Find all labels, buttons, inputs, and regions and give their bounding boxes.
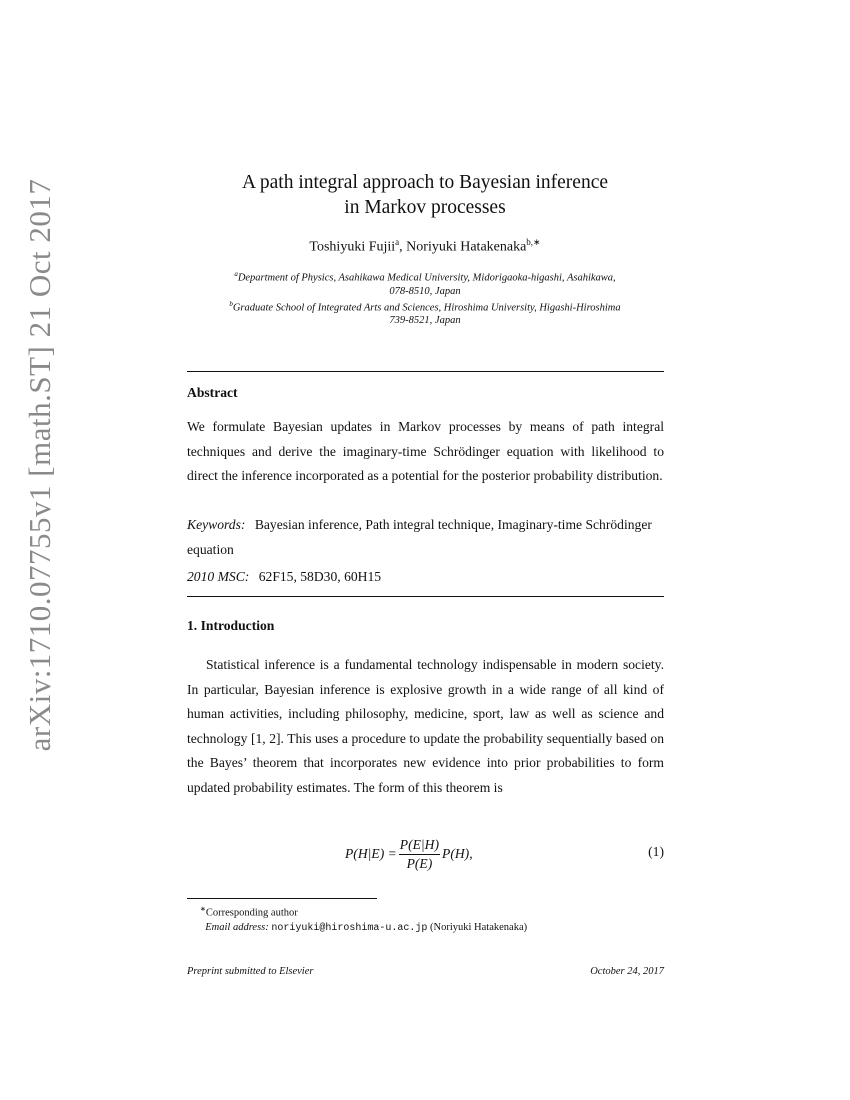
section-heading-introduction: 1. Introduction	[187, 618, 275, 633]
msc-label: 2010 MSC:	[187, 569, 250, 584]
equation-1	[187, 832, 664, 876]
author-1: Toshiyuki Fujii	[309, 239, 396, 255]
email-label: Email address:	[205, 921, 269, 933]
paper-title	[0, 170, 850, 220]
title-line-1: A path integral approach to Bayesian inference	[241, 172, 608, 193]
introduction-paragraph: Statistical inference is a fundamental technology indispensable in modern society. In particular, Bayesian inference is explosive growth in a wide range of all kind of human activities, including philosophy, medicine, sport, law as well as science and technology [1, 2]. This uses a procedure to update the probability sequentially based on the Bayes’ theorem that incorporates new evidence into prior probabilities to form updated probability estimates. The form of this theorem is	[187, 657, 664, 795]
affiliation-a: $^a$Department of Physics, Asahikawa Medical University, Midorigaoka-higashi, Asahikawa, 078-8510, Japan	[234, 270, 616, 297]
keywords-label: Keywords:	[187, 517, 246, 532]
abstract-heading: Abstract	[187, 385, 238, 400]
equation-rhs: P(H),	[442, 846, 473, 861]
author-2: Noriyuki Hatakenaka	[406, 239, 527, 255]
keywords	[187, 513, 664, 562]
keywords-value: Bayesian inference, Path integral technique, Imaginary-time Schrödinger equation	[187, 517, 652, 557]
email-owner: (Noriyuki Hatakenaka)	[430, 921, 528, 933]
footer-journal: Preprint submitted to Elsevier	[187, 966, 314, 977]
equation-fraction	[399, 836, 440, 873]
footnote-mark: ∗	[200, 905, 206, 913]
footnote-rule	[187, 898, 377, 899]
footnote-corresponding	[200, 902, 527, 921]
abstract-text: We formulate Bayesian updates in Markov processes by means of path integral techniques and derive the imaginary-time Schrödinger equation with likelihood to direct the inference incorporated as a potential for the posterior probability distribution.	[187, 419, 664, 483]
author-2-affil-mark: b,∗	[526, 237, 541, 247]
email-address-link[interactable]: noriyuki@hiroshima-u.ac.jp	[271, 922, 428, 934]
footnote-text: Corresponding author	[205, 907, 298, 919]
footnote	[200, 902, 527, 936]
affiliation-b: $^b$Graduate School of Integrated Arts and Sciences, Hiroshima University, Higashi-Hiroshima 739-8521, Japan	[229, 299, 621, 326]
author-1-affil-mark: a	[395, 237, 400, 247]
arxiv-stamp	[0, 0, 80, 1100]
author-list: Toshiyuki Fujii$^a$, Noriyuki Hatakenaka$^{b,∗}$	[309, 237, 541, 255]
abstract-top-rule	[187, 371, 664, 372]
title-line-2: in Markov processes	[344, 197, 506, 218]
msc-codes	[187, 565, 664, 590]
arxiv-identifier: arXiv:1710.07755v1 [math.ST] 21 Oct 2017	[22, 178, 57, 752]
affiliations	[185, 268, 665, 327]
equation-numerator: P(E|H)	[399, 836, 440, 855]
equation-number: (1)	[648, 844, 664, 859]
msc-value: 62F15, 58D30, 60H15	[258, 569, 382, 584]
footer-date: October 24, 2017	[590, 966, 664, 977]
footnote-email	[200, 921, 527, 936]
equation-body	[345, 832, 473, 876]
equation-lhs: P(H|E) =	[345, 846, 397, 861]
equation-denominator: P(E)	[406, 855, 433, 871]
abstract-bottom-rule	[187, 596, 664, 597]
